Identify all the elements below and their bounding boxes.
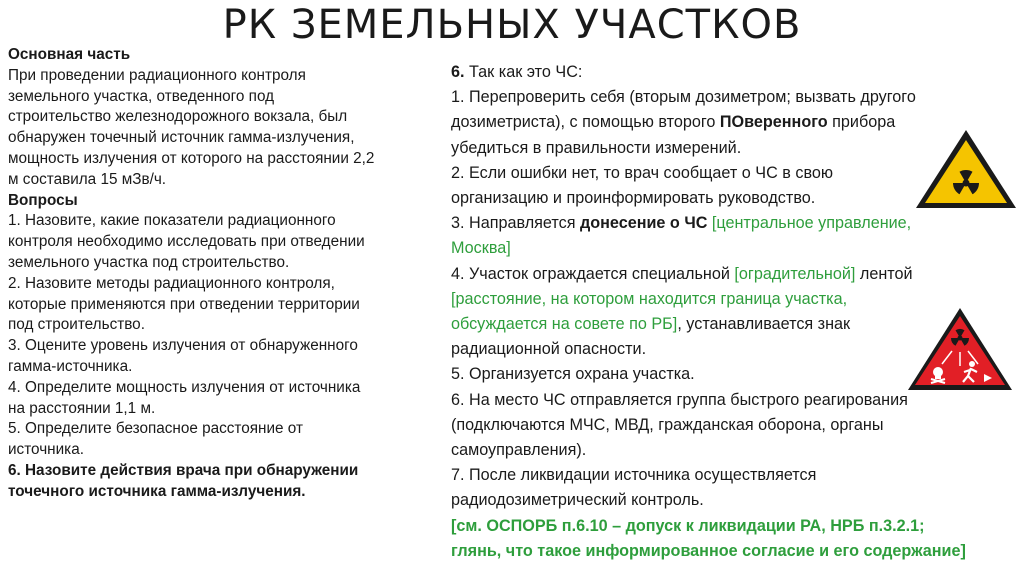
answer-text: лентой <box>855 264 913 283</box>
question-line: 3. Оцените уровень излучения от обнаруженного <box>8 337 358 355</box>
reference-line: глянь, что такое информированное согласие и его содержание] <box>451 541 966 560</box>
answer-note-line: [расстояние, на котором находится граница участка, <box>451 289 848 308</box>
answer-note: [центральное управление, <box>707 214 912 233</box>
answer-line <box>451 211 1017 236</box>
question-line: источника. <box>8 441 84 459</box>
answer-emphasis: ПОверенного <box>719 113 828 132</box>
heading-main: Основная часть <box>8 46 131 63</box>
answer-line: 7. После ликвидации источника осуществляется <box>451 466 817 485</box>
radiation-warning-sign-icon <box>914 128 1018 210</box>
answer-text: дозиметриста), с помощью второго <box>451 113 720 132</box>
radiation-danger-sign-icon <box>906 306 1014 392</box>
page-title: РК ЗЕМЕЛЬНЫХ УЧАСТКОВ <box>222 2 802 48</box>
answer-note: обсуждается на совете по РБ] <box>451 315 678 334</box>
answer-text: прибора <box>827 113 896 132</box>
question-line: под строительство. <box>8 316 145 334</box>
answer-text: , устанавливается знак <box>677 315 851 334</box>
case-line: земельного участка, отведенного под <box>8 87 275 105</box>
answer-emphasis: донесение о ЧС <box>579 214 708 233</box>
question-line: 2. Назовите методы радиационного контроля, <box>8 274 335 292</box>
answer-note: [оградительной] <box>734 264 856 283</box>
heading-questions: Вопросы <box>8 191 78 209</box>
answer-heading <box>451 60 1017 85</box>
answer-line: 2. Если ошибки нет, то врач сообщает о ЧС в свою <box>451 163 834 182</box>
question-line: которые применяются при отведении территории <box>8 295 360 313</box>
question6-line: 6. Назовите действия врача при обнаружении <box>8 461 359 479</box>
answer-line: 1. Перепроверить себя (вторым дозиметром; вызвать другого <box>451 88 916 107</box>
question-line: 4. Определите мощность излучения от источника <box>8 378 361 396</box>
case-line: строительство железнодорожного вокзала, был <box>8 108 348 126</box>
answer-line <box>451 262 1017 287</box>
case-line: м составила 15 мЗв/ч. <box>8 170 167 188</box>
answer-text: 4. Участок ограждается специальной <box>451 264 735 283</box>
question-line: контроля необходимо исследовать при отведении <box>8 233 365 251</box>
answer-number: 6. <box>451 63 465 81</box>
question-line: 1. Назовите, какие показатели радиационного <box>8 212 336 230</box>
answer-line: убедиться в правильности измерений. <box>451 138 742 157</box>
case-line: При проведении радиационного контроля <box>8 66 306 84</box>
answer-line: 6. На место ЧС отправляется группа быстрого реагирования <box>451 390 908 409</box>
answer-line: организацию и проинформировать руководство. <box>451 189 816 208</box>
left-column <box>8 45 428 503</box>
answer-line: радиационной опасности. <box>451 340 647 359</box>
answer-text: 3. Направляется <box>451 214 580 233</box>
answer-line: самоуправления). <box>451 441 587 460</box>
answer-line: 5. Организуется охрана участка. <box>451 365 695 384</box>
question-line: на расстоянии 1,1 м. <box>8 399 156 417</box>
question-line: земельного участка под строительство. <box>8 253 290 271</box>
answer-note-line: Москва] <box>451 239 511 258</box>
case-line: обнаружен точечный источник гамма-излучения, <box>8 129 355 147</box>
answer-heading-text: Так как это ЧС: <box>464 63 583 81</box>
case-line: мощность излучения от которого на расстоянии 2,2 <box>8 149 375 167</box>
answer-line: (подключаются МЧС, МВД, гражданская оборона, органы <box>451 415 884 434</box>
question-line: 5. Определите безопасное расстояние от <box>8 420 303 438</box>
question-line: гамма-источника. <box>8 357 133 375</box>
reference-line: [см. ОСПОРБ п.6.10 – допуск к ликвидации РА, НРБ п.3.2.1; <box>451 516 925 535</box>
answer-line: радиодозиметрический контроль. <box>451 491 704 510</box>
question6-line: точечного источника гамма-излучения. <box>8 482 306 500</box>
